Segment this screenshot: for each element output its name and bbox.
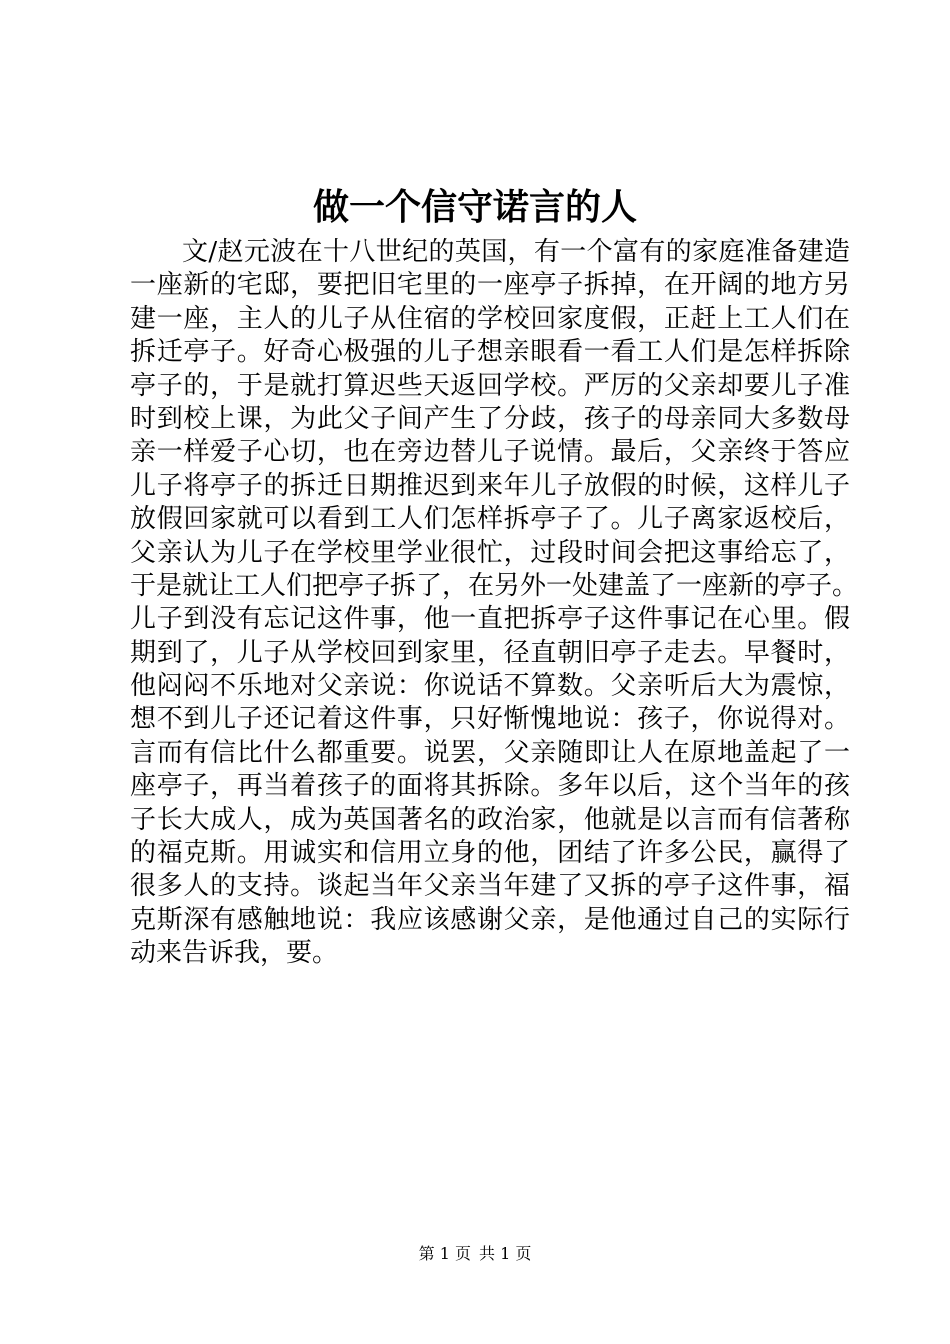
body-line: 文/赵元波在十八世纪的英国，有一个富有的家庭准备建造 — [182, 237, 850, 267]
document-title: 做一个信守诺言的人 — [312, 186, 637, 228]
body-line: 想不到儿子还记着这件事，只好惭愧地说：孩子，你说得对。 — [130, 704, 850, 735]
body-line: 动来告诉我，要。 — [130, 938, 339, 969]
page-number: 第 1 页 — [418, 1244, 471, 1263]
body-line: 儿子到没有忘记这件事，他一直把拆亭子这件事记在心里。假 — [130, 604, 850, 635]
body-line: 期到了，儿子从学校回到家里，径直朝旧亭子走去。早餐时， — [130, 637, 850, 668]
body-line: 建一座，主人的儿子从住宿的学校回家度假，正赶上工人们在 — [130, 303, 850, 334]
body-line: 座亭子，再当着孩子的面将其拆除。多年以后，这个当年的孩 — [130, 771, 850, 802]
body-line: 于是就让工人们把亭子拆了，在另外一处建盖了一座新的亭子。 — [130, 570, 859, 601]
article-body — [130, 236, 859, 971]
body-line: 他闷闷不乐地对父亲说：你说话不算数。父亲听后大为震惊， — [130, 671, 850, 702]
body-line: 很多人的支持。谈起当年父亲当年建了又拆的亭子这件事，福 — [130, 871, 850, 902]
body-line: 父亲认为儿子在学校里学业很忙，过段时间会把这事给忘了， — [130, 537, 850, 568]
page-total: 共 1 页 — [479, 1244, 532, 1263]
body-line: 言而有信比什么都重要。说罢，父亲随即让人在原地盖起了一 — [130, 737, 850, 768]
body-line: 子长大成人，成为英国著名的政治家，他就是以言而有信著称 — [130, 804, 850, 835]
body-line: 儿子将亭子的拆迁日期推迟到来年儿子放假的时候，这样儿子 — [130, 470, 850, 501]
body-line: 拆迁亭子。好奇心极强的儿子想亲眼看一看工人们是怎样拆除 — [130, 337, 850, 368]
body-line: 的福克斯。用诚实和信用立身的他，团结了许多公民，赢得了 — [130, 838, 850, 869]
body-line: 时到校上课，为此父子间产生了分歧，孩子的母亲同大多数母 — [130, 403, 850, 434]
body-line: 亲一样爱子心切，也在旁边替儿子说情。最后，父亲终于答应 — [130, 437, 850, 468]
body-line: 一座新的宅邸，要把旧宅里的一座亭子拆掉，在开阔的地方另 — [130, 270, 850, 301]
body-line: 亭子的，于是就打算迟些天返回学校。严厉的父亲却要儿子准 — [130, 370, 850, 401]
body-line: 克斯深有感触地说：我应该感谢父亲，是他通过自己的实际行 — [130, 904, 850, 935]
page-footer — [0, 1244, 950, 1264]
body-line: 放假回家就可以看到工人们怎样拆亭子了。儿子离家返校后， — [130, 504, 850, 535]
